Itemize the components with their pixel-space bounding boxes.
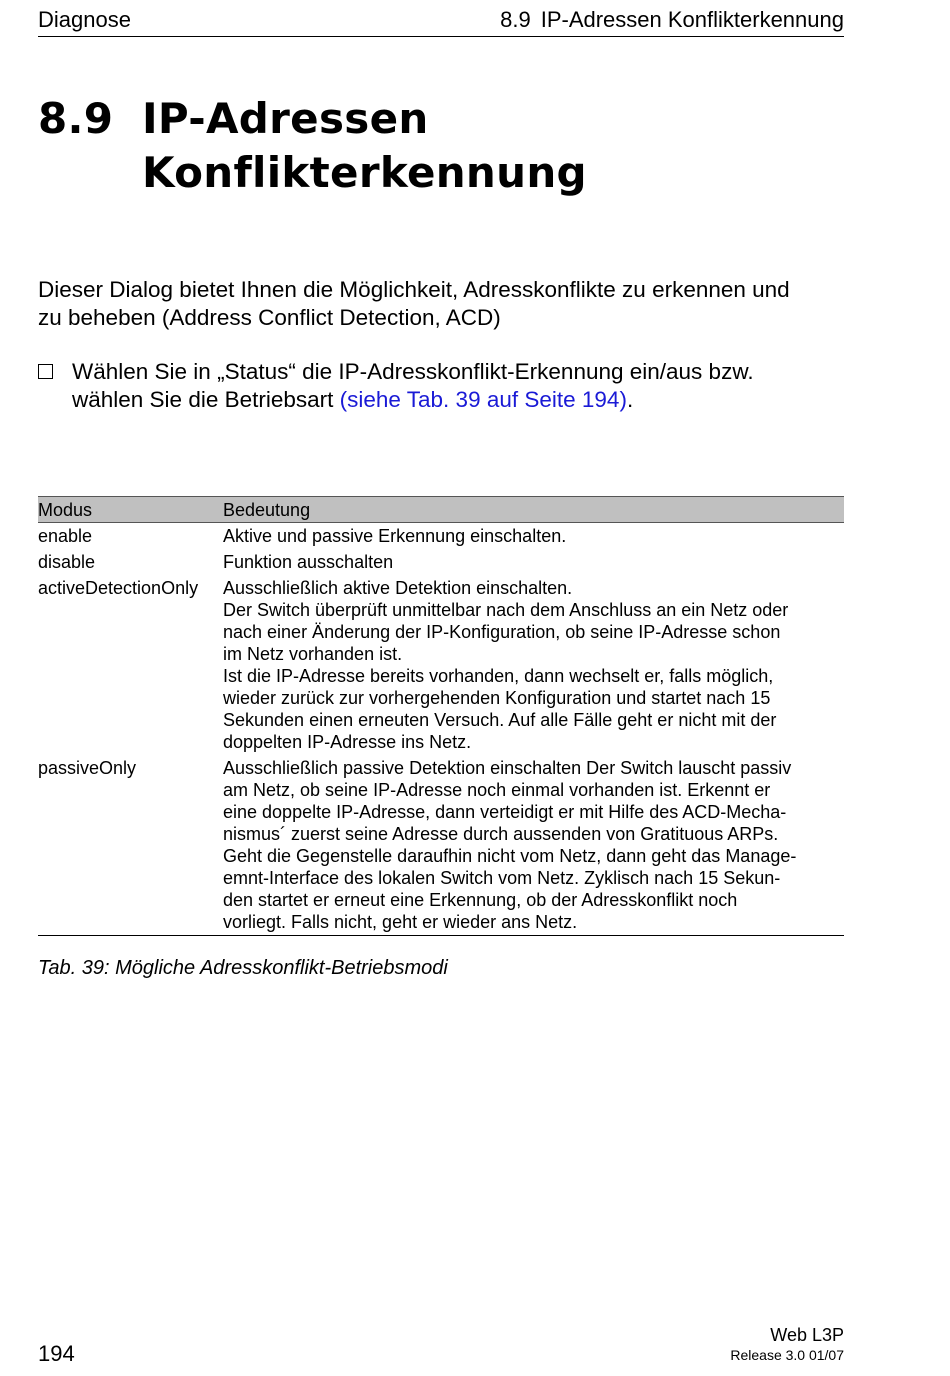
page-number: 194 — [38, 1341, 75, 1366]
instruction-line — [72, 386, 842, 414]
meaning-line: im Netz vorhanden ist. — [223, 644, 403, 664]
meaning-line: den startet er erneut eine Erkennung, ob der Adresskonflikt noch — [223, 890, 738, 910]
section-title-line: IP-Adressen — [142, 94, 429, 143]
modes-table — [38, 496, 844, 936]
header-section-title: IP-Adressen Konflikterkennung — [540, 7, 844, 32]
meaning-line: Ausschließlich passive Detektion einschalten Der Switch lauscht passiv — [223, 758, 792, 778]
meaning-line: Sekunden einen erneuten Versuch. Auf alle Fälle geht er nicht mit der — [223, 710, 777, 730]
meaning-line: Ausschließlich aktive Detektion einschalten. — [223, 578, 573, 598]
table-caption: Tab. 39: Mögliche Adresskonflikt-Betriebsmodi — [38, 957, 448, 979]
footer-release: Release 3.0 01/07 — [730, 1347, 844, 1363]
table-row — [38, 549, 844, 575]
table-row — [38, 575, 844, 755]
running-header — [38, 6, 844, 37]
mode-cell: disable — [38, 552, 96, 572]
meaning-cell — [223, 755, 844, 936]
meaning-line: Aktive und passive Erkennung einschalten. — [223, 526, 567, 546]
section-title-line: Konflikterkennung — [142, 148, 587, 197]
meaning-line: Geht die Gegenstelle daraufhin nicht vom Netz, dann geht das Manage- — [223, 846, 797, 866]
footer-product: Web L3P — [770, 1325, 844, 1345]
table-header-row — [38, 497, 844, 523]
header-chapter: Diagnose — [38, 7, 131, 32]
meaning-line: Funktion ausschalten — [223, 552, 394, 572]
table-row — [38, 755, 844, 936]
meaning-line: Der Switch überprüft unmittelbar nach dem Anschluss an ein Netz oder — [223, 600, 789, 620]
instruction-line: Wählen Sie in „Status“ die IP-Adresskonflikt-Erkennung ein/aus bzw. — [72, 359, 754, 384]
table-reference-link[interactable]: (siehe Tab. 39 auf Seite 194) — [339, 387, 627, 412]
header-section-number: 8.9 — [500, 7, 531, 32]
meaning-line: eine doppelte IP-Adresse, dann verteidigt er mit Hilfe des ACD-Mecha- — [223, 802, 787, 822]
meaning-line: emnt-Interface des lokalen Switch vom Netz. Zyklisch nach 15 Sekun- — [223, 868, 781, 888]
meaning-line: vorliegt. Falls nicht, geht er wieder ans Netz. — [223, 912, 578, 932]
meaning-line: Ist die IP-Adresse bereits vorhanden, dann wechselt er, falls möglich, — [223, 666, 774, 686]
column-header-mode: Modus — [38, 497, 223, 523]
intro-line: Dieser Dialog bietet Ihnen die Möglichkeit, Adresskonflikte zu erkennen und — [38, 277, 790, 302]
meaning-line: nach einer Änderung der IP-Konfiguration, ob seine IP-Adresse schon — [223, 622, 781, 642]
instruction-text — [72, 358, 842, 414]
intro-paragraph — [38, 276, 848, 332]
meaning-line: wieder zurück zur vorhergehenden Konfiguration und startet nach 15 — [223, 688, 771, 708]
table-body — [38, 523, 844, 936]
meaning-cell — [223, 575, 844, 755]
checkbox-icon — [38, 364, 53, 379]
meaning-line: am Netz, ob seine IP-Adresse noch einmal vorhanden ist. Erkennt er — [223, 780, 771, 800]
table-row — [38, 523, 844, 550]
instruction-prefix: wählen Sie die Betriebsart — [72, 387, 340, 412]
instruction-suffix: . — [626, 387, 634, 412]
header-section — [500, 6, 844, 34]
meaning-line: nismus´ zuerst seine Adresse durch aussenden von Gratituous ARPs. — [223, 824, 779, 844]
section-title — [142, 92, 702, 200]
section-number: 8.9 — [38, 94, 114, 143]
mode-cell: enable — [38, 526, 93, 546]
mode-cell: passiveOnly — [38, 755, 223, 936]
meaning-cell — [223, 523, 844, 550]
column-header-meaning: Bedeutung — [223, 497, 844, 523]
footer-info — [730, 1324, 844, 1364]
mode-cell: activeDetectionOnly — [38, 578, 199, 598]
meaning-line: doppelten IP-Adresse ins Netz. — [223, 732, 472, 752]
meaning-cell — [223, 549, 844, 575]
intro-line: zu beheben (Address Conflict Detection, ACD) — [38, 305, 501, 330]
